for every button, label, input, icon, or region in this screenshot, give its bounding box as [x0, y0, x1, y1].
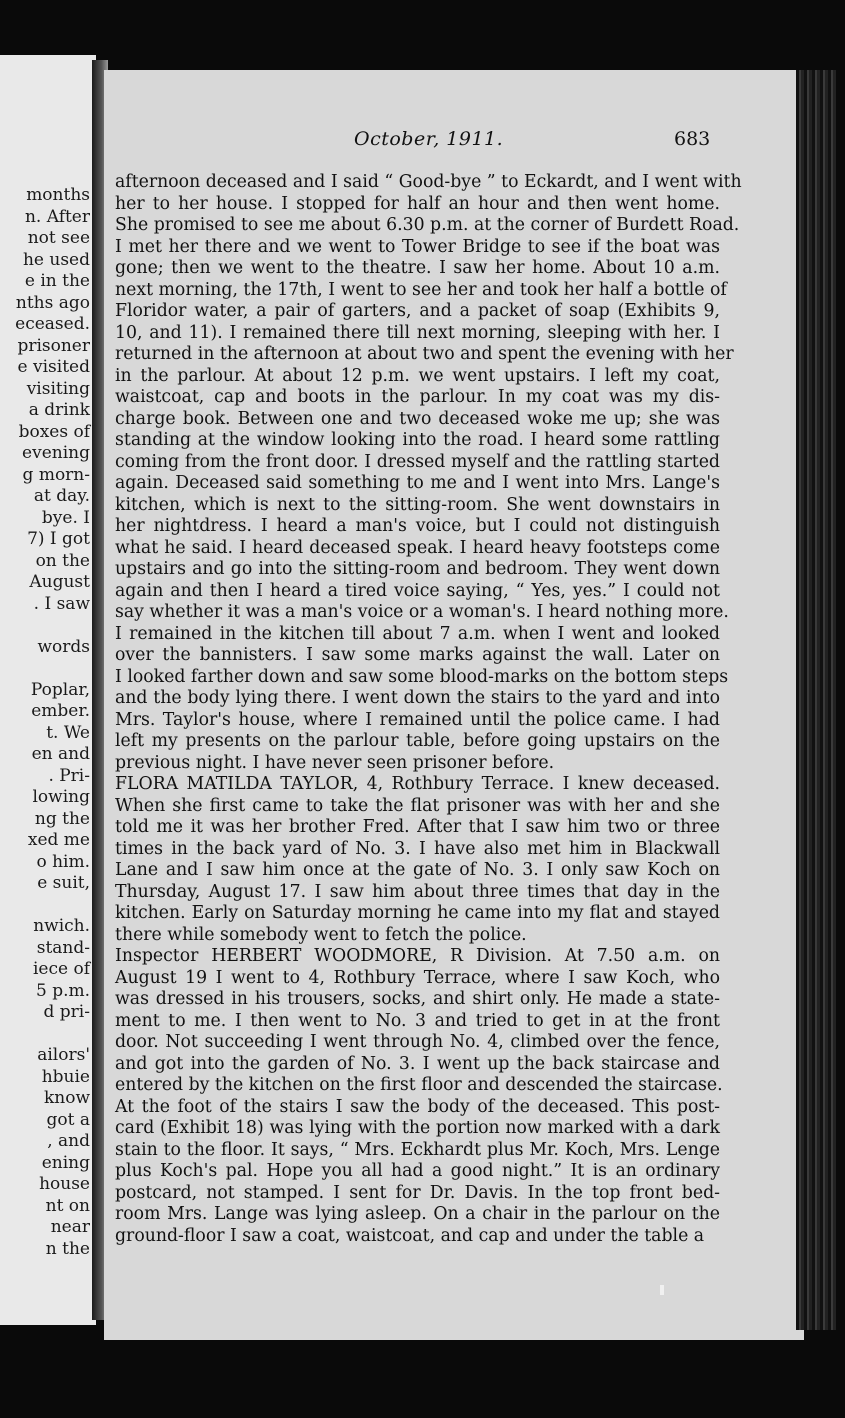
text-line: times in the back yard of No. 3. I have also met him in Blackwall: [115, 838, 720, 859]
text-line: Inspector HERBERT WOODMORE, R Division. At 7.50 a.m. on: [115, 946, 720, 966]
left-page-fragment: got a: [46, 1109, 90, 1130]
left-page-fragment: not see: [27, 228, 90, 248]
left-page-fragment: nwich.: [33, 916, 90, 936]
left-page-fragment: e in the: [24, 271, 90, 291]
text-line: say whether it was a man's voice or a woman's. I heard nothing more.: [115, 602, 729, 622]
text-line: over the bannisters. I saw some marks against the wall. Later on: [115, 645, 720, 665]
text-line: waistcoat, cap and boots in the parlour. In my coat was my dis-: [115, 387, 720, 407]
text-line: postcard, not stamped. I sent for Dr. Davis. In the top front bed-: [115, 1182, 720, 1203]
left-page: [0, 55, 96, 1325]
text-line: stain to the floor. It says, “ Mrs. Eckhardt plus Mr. Koch, Mrs. Lenge: [115, 1139, 720, 1160]
left-page-fragment: prisoner: [17, 335, 90, 356]
left-page-fragment: know: [43, 1088, 90, 1108]
left-page-fragment: he used: [22, 249, 90, 270]
text-line: in the parlour. At about 12 p.m. we went upstairs. I left my coat,: [115, 365, 720, 386]
page-mark: [660, 1285, 664, 1295]
text-line: August 19 I went to 4, Rothbury Terrace, where I saw Koch, who: [115, 967, 720, 988]
text-line: and the body lying there. I went down the stairs to the yard and into: [115, 688, 720, 708]
left-page-fragment: g morn-: [22, 464, 90, 485]
left-page-fragment: on the: [35, 550, 90, 571]
text-line: what he said. I heard deceased speak. I heard heavy footsteps come: [115, 537, 720, 558]
text-line: and got into the garden of No. 3. I went up the back staircase and: [115, 1053, 720, 1074]
left-page-fragment: eceased.: [15, 314, 90, 334]
text-line: FLORA MATILDA TAYLOR, 4, Rothbury Terrace. I knew deceased.: [115, 774, 720, 794]
left-page-fragment: ng the: [34, 808, 90, 829]
left-page-fragment: e suit,: [37, 873, 90, 893]
page-edges: [796, 70, 836, 1330]
left-page-fragment: 7) I got: [27, 529, 90, 549]
running-head: October, 1911.: [354, 128, 504, 150]
left-page-fragment: August: [29, 572, 90, 592]
left-page-fragment: lowing: [32, 787, 90, 807]
text-line: there while somebody went to fetch the police.: [115, 924, 527, 945]
text-line: 10, and 11). I remained there till next morning, sleeping with her. I: [115, 322, 720, 343]
body-text: [115, 172, 742, 1247]
text-line: When she first came to take the flat prisoner was with her and she: [115, 795, 720, 816]
page-header: [104, 128, 804, 158]
text-line: told me it was her brother Fred. After that I saw him two or three: [115, 817, 720, 837]
left-page-fragment: house: [39, 1174, 90, 1194]
left-page-fragment: a drink: [28, 400, 90, 420]
text-line: her nightdress. I heard a man's voice, but I could not distinguish: [115, 516, 720, 536]
left-page-fragment: near: [50, 1217, 90, 1237]
text-line: afternoon deceased and I said “ Good-bye ” to Eckardt, and I went with: [115, 172, 742, 192]
text-line: gone; then we went to the theatre. I saw her home. About 10 a.m.: [115, 258, 720, 278]
text-line: entered by the kitchen on the first floor and descended the staircase.: [115, 1075, 723, 1095]
left-page-fragment: at day.: [33, 486, 90, 506]
left-page-fragment: n the: [45, 1238, 90, 1259]
text-line: upstairs and go into the sitting-room and bedroom. They went down: [115, 559, 720, 579]
text-line: ground-floor I saw a coat, waistcoat, and cap and under the table a: [115, 1225, 705, 1246]
text-line: Floridor water, a pair of garters, and a packet of soap (Exhibits 9,: [115, 301, 720, 321]
left-page-fragment: stand-: [36, 937, 90, 958]
left-page-fragment: hbuie: [41, 1066, 90, 1087]
text-line: was dressed in his trousers, socks, and shirt only. He made a state-: [115, 989, 720, 1009]
left-page-fragment: o him.: [36, 851, 90, 872]
left-page-fragment: Poplar,: [30, 679, 90, 700]
left-page-fragment: months: [26, 185, 90, 205]
text-line: I looked farther down and saw some blood-marks on the bottom steps: [115, 666, 729, 687]
text-line: Thursday, August 17. I saw him about three times that day in the: [115, 881, 720, 902]
text-line: charge book. Between one and two deceased woke me up; she was: [115, 408, 720, 429]
left-page-fragment: ening: [41, 1152, 90, 1173]
text-line: kitchen, which is next to the sitting-room. She went downstairs in: [115, 494, 720, 515]
left-page-fragment: 5 p.m.: [35, 980, 90, 1001]
left-page-fragment: visiting: [26, 378, 90, 399]
text-line: I met her there and we went to Tower Bridge to see if the boat was: [115, 236, 720, 257]
page-number: 683: [674, 128, 711, 150]
left-page-fragment: . I saw: [33, 593, 90, 614]
text-line: standing at the window looking into the road. I heard some rattling: [115, 430, 720, 450]
left-page-fragment: ailors': [37, 1045, 90, 1065]
left-page-fragment: evening: [22, 443, 90, 463]
text-line: returned in the afternoon at about two and spent the evening with her: [115, 344, 734, 364]
left-page-fragment: t. We: [46, 722, 90, 743]
left-page-fragment: , and: [47, 1131, 90, 1151]
left-page-fragment: n. After: [24, 206, 90, 227]
left-page-fragment: xed me: [27, 830, 90, 850]
text-line: Mrs. Taylor's house, where I remained until the police came. I had: [115, 709, 720, 730]
text-line: previous night. I have never seen prisoner before.: [115, 752, 555, 773]
text-line: next morning, the 17th, I went to see her and took her half a bottle of: [115, 279, 727, 300]
left-page-fragment: boxes of: [18, 421, 90, 442]
text-line: kitchen. Early on Saturday morning he came into my flat and stayed: [115, 903, 720, 923]
text-line: Lane and I saw him once at the gate of No. 3. I only saw Koch on: [115, 860, 720, 880]
left-page-fragment: d pri-: [43, 1002, 90, 1022]
text-line: I remained in the kitchen till about 7 a.m. when I went and looked: [115, 623, 720, 644]
text-line: She promised to see me about 6.30 p.m. at the corner of Burdett Road.: [115, 215, 740, 235]
text-line: left my presents on the parlour table, before going upstairs on the: [115, 731, 720, 751]
text-line: her to her house. I stopped for half an hour and then went home.: [115, 193, 720, 214]
text-line: again and then I heard a tired voice saying, “ Yes, yes.” I could not: [115, 580, 720, 601]
left-page-fragment: e visited: [17, 357, 90, 377]
text-line: coming from the front door. I dressed myself and the rattling started: [115, 451, 720, 472]
text-line: door. Not succeeding I went through No. 4, climbed over the fence,: [115, 1032, 720, 1052]
text-line: ment to me. I then went to No. 3 and tried to get in at the front: [115, 1010, 720, 1031]
text-line: card (Exhibit 18) was lying with the portion now marked with a dark: [115, 1118, 720, 1138]
left-page-fragment: nt on: [45, 1195, 90, 1216]
text-line: plus Koch's pal. Hope you all had a good night.” It is an ordinary: [115, 1161, 720, 1181]
text-line: room Mrs. Lange was lying asleep. On a chair in the parlour on the: [115, 1204, 720, 1224]
left-page-fragment: ember.: [31, 701, 90, 721]
text-line: At the foot of the stairs I saw the body of the deceased. This post-: [115, 1096, 720, 1117]
left-page-fragment: bye. I: [41, 507, 90, 528]
left-page-fragment: iece of: [32, 959, 90, 979]
left-page-fragment: en and: [31, 744, 90, 764]
left-page-fragment: words: [37, 636, 90, 657]
left-page-fragment: . Pri-: [48, 765, 90, 786]
text-line: again. Deceased said something to me and I went into Mrs. Lange's: [115, 473, 720, 493]
left-page-fragment: nths ago: [15, 292, 90, 313]
